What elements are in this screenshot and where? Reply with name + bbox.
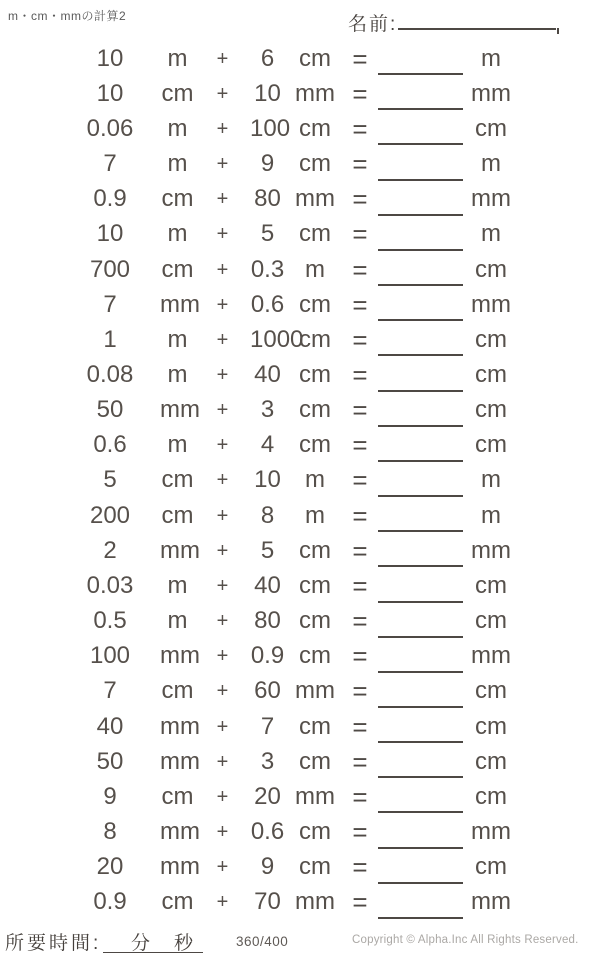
addend1-value: 40 [96, 712, 124, 740]
plus-sign: + [216, 363, 229, 386]
addend1-value: 0.9 [93, 185, 127, 213]
addend1-unit: m [167, 325, 188, 353]
answer-blank-cell [375, 568, 467, 603]
addend2-unit: cm [299, 325, 331, 353]
addend2-value: 10 [254, 466, 281, 494]
problem-row [0, 498, 515, 533]
addend1-value: 0.6 [93, 431, 127, 459]
answer-input-line[interactable] [378, 741, 463, 743]
plus-sign: + [216, 750, 229, 773]
addend1-unit: m [167, 220, 188, 248]
addend1-unit: mm [160, 712, 200, 740]
problem-row [0, 357, 515, 392]
addend1-unit: cm [161, 185, 194, 213]
answer-blank-cell [375, 533, 467, 568]
addend2-unit: mm [295, 782, 335, 810]
answer-input-line[interactable] [378, 530, 463, 532]
answer-blank-cell [375, 885, 467, 920]
addend1-unit: m [167, 607, 188, 635]
answer-unit: cm [475, 325, 507, 353]
answer-unit: cm [475, 431, 507, 459]
problem-row [0, 814, 515, 849]
addend1-value: 2 [103, 536, 117, 564]
addend2-value: 6 [260, 44, 275, 72]
addend1-value: 0.03 [86, 571, 134, 599]
equals-sign: = [352, 149, 368, 180]
plus-sign: + [216, 258, 229, 281]
answer-input-line[interactable] [378, 390, 463, 392]
plus-sign: + [216, 539, 229, 562]
problem-row [0, 463, 515, 498]
answer-unit: cm [475, 747, 507, 775]
plus-sign: + [216, 153, 229, 176]
addend2-value: 4 [260, 431, 275, 459]
answer-unit: m [481, 44, 501, 72]
answer-blank-cell [375, 463, 467, 498]
answer-input-line[interactable] [378, 460, 463, 462]
addend1-value: 0.5 [93, 607, 127, 635]
plus-sign: + [216, 82, 229, 105]
answer-unit: m [481, 466, 501, 494]
problem-row [0, 744, 515, 779]
addend2-value: 8 [260, 501, 275, 529]
time-input-line[interactable] [103, 925, 203, 953]
plus-sign: + [216, 328, 229, 351]
addend2-unit: cm [299, 642, 331, 670]
addend2-unit: cm [299, 290, 331, 318]
problem-row [0, 182, 515, 217]
addend2-value: 80 [254, 185, 281, 213]
answer-unit: cm [475, 114, 507, 142]
equals-sign: = [352, 395, 368, 426]
answer-blank-cell [375, 146, 467, 181]
answer-unit: mm [471, 818, 511, 846]
addend2-unit: cm [299, 607, 331, 635]
addend2-unit: cm [299, 536, 331, 564]
equals-sign: = [352, 781, 368, 812]
copyright-notice: Copyright © Alpha.Inc All Rights Reserved. [352, 934, 579, 946]
minutes-label: 分 [131, 933, 151, 954]
answer-unit: cm [475, 255, 507, 283]
answer-blank-cell [375, 604, 467, 639]
addend2-unit: cm [299, 360, 331, 388]
addend2-unit: mm [295, 888, 335, 916]
answer-input-line[interactable] [378, 73, 463, 75]
answer-input-line[interactable] [378, 706, 463, 708]
addend2-unit: cm [299, 220, 331, 248]
answer-blank-cell [375, 498, 467, 533]
addend1-unit: cm [161, 466, 194, 494]
equals-sign: = [352, 43, 368, 74]
answer-unit: cm [475, 712, 507, 740]
answer-input-line[interactable] [378, 143, 463, 145]
plus-sign: + [216, 715, 229, 738]
problem-row [0, 217, 515, 252]
addend1-unit: mm [160, 396, 200, 424]
addend2-unit: cm [299, 150, 331, 178]
problem-row [0, 568, 515, 603]
plus-sign: + [216, 504, 229, 527]
answer-input-line[interactable] [378, 811, 463, 813]
answer-blank-cell [375, 357, 467, 392]
answer-blank-cell [375, 182, 467, 217]
addend1-value: 5 [103, 466, 117, 494]
answer-unit: cm [475, 677, 507, 705]
addend1-value: 50 [96, 747, 124, 775]
plus-sign: + [216, 223, 229, 246]
equals-sign: = [352, 219, 368, 250]
answer-input-line[interactable] [378, 601, 463, 603]
addend1-unit: cm [161, 677, 194, 705]
equals-sign: = [352, 78, 368, 109]
problem-row [0, 709, 515, 744]
equals-sign: = [352, 852, 368, 883]
addend1-value: 7 [103, 677, 117, 705]
answer-input-line[interactable] [378, 847, 463, 849]
answer-blank-cell [375, 850, 467, 885]
answer-unit: cm [475, 360, 507, 388]
addend1-unit: mm [160, 818, 200, 846]
addend1-unit: m [167, 360, 188, 388]
answer-unit: mm [471, 79, 511, 107]
addend2-value: 40 [254, 571, 281, 599]
addend2-unit: cm [299, 431, 331, 459]
equals-sign: = [352, 676, 368, 707]
answer-input-line[interactable] [378, 636, 463, 638]
answer-input-line[interactable] [378, 108, 463, 110]
addend2-unit: cm [299, 571, 331, 599]
addend1-value: 7 [103, 150, 117, 178]
equals-sign: = [352, 184, 368, 215]
page-indicator: 360/400 [236, 934, 289, 949]
problem-row [0, 885, 515, 920]
problem-row [0, 779, 515, 814]
addend2-unit: cm [299, 853, 331, 881]
answer-blank-cell [375, 674, 467, 709]
addend1-unit: mm [160, 853, 200, 881]
addend1-value: 700 [89, 255, 131, 283]
addend1-unit: cm [161, 782, 194, 810]
problem-row [0, 533, 515, 568]
answer-unit: cm [475, 607, 507, 635]
equals-sign: = [352, 711, 368, 742]
answer-blank-cell [375, 814, 467, 849]
answer-blank-cell [375, 322, 467, 357]
name-input-line[interactable] [398, 8, 556, 30]
problem-row [0, 604, 515, 639]
problem-row [0, 111, 515, 146]
answer-blank-cell [375, 111, 467, 146]
addend2-unit: cm [299, 114, 331, 142]
answer-unit: mm [471, 642, 511, 670]
addend2-unit: cm [299, 712, 331, 740]
answer-input-line[interactable] [378, 249, 463, 251]
equals-sign: = [352, 606, 368, 637]
answer-blank-cell [375, 217, 467, 252]
plus-sign: + [216, 856, 229, 879]
addend2-unit: mm [295, 185, 335, 213]
answer-unit: cm [475, 396, 507, 424]
equals-sign: = [352, 430, 368, 461]
problem-row [0, 76, 515, 111]
plus-sign: + [216, 188, 229, 211]
plus-sign: + [216, 610, 229, 633]
problem-row [0, 428, 515, 463]
equals-sign: = [352, 254, 368, 285]
addend2-value: 80 [254, 607, 281, 635]
problem-row [0, 41, 515, 76]
addend1-unit: cm [161, 888, 194, 916]
addend2-value: 20 [254, 782, 281, 810]
addend1-unit: m [167, 44, 188, 72]
addend1-unit: cm [161, 501, 194, 529]
worksheet-title: m・cm・mmの計算2 [8, 9, 127, 23]
equals-sign: = [352, 113, 368, 144]
answer-unit: m [481, 220, 501, 248]
answer-unit: m [481, 501, 501, 529]
plus-sign: + [216, 434, 229, 457]
addend1-value: 8 [103, 818, 117, 846]
problem-row [0, 287, 515, 322]
name-line-end-tick [557, 28, 559, 34]
answer-blank-cell [375, 76, 467, 111]
addend1-value: 10 [96, 220, 124, 248]
answer-blank-cell [375, 709, 467, 744]
plus-sign: + [216, 891, 229, 914]
addend2-unit: m [305, 501, 325, 529]
addend1-value: 0.06 [86, 114, 134, 142]
answer-unit: cm [475, 571, 507, 599]
addend1-value: 200 [89, 501, 131, 529]
answer-input-line[interactable] [378, 882, 463, 884]
addend1-value: 10 [96, 44, 124, 72]
addend2-value: 5 [260, 536, 275, 564]
addend2-value: 3 [260, 396, 275, 424]
addend1-value: 7 [103, 290, 117, 318]
addend1-unit: cm [161, 79, 194, 107]
plus-sign: + [216, 680, 229, 703]
answer-unit: cm [475, 782, 507, 810]
seconds-label: 秒 [174, 933, 194, 954]
problem-row [0, 674, 515, 709]
problem-list [0, 41, 515, 920]
answer-input-line[interactable] [378, 425, 463, 427]
addend1-value: 50 [96, 396, 124, 424]
addend1-unit: cm [161, 255, 194, 283]
addend1-value: 1 [103, 325, 117, 353]
answer-unit: mm [471, 888, 511, 916]
addend2-value: 3 [260, 747, 275, 775]
addend1-value: 9 [103, 782, 117, 810]
answer-input-line[interactable] [378, 284, 463, 286]
answer-input-line[interactable] [378, 671, 463, 673]
plus-sign: + [216, 293, 229, 316]
problem-row [0, 393, 515, 428]
addend2-value: 0.6 [250, 290, 285, 318]
name-label: 名前: [348, 14, 398, 35]
answer-unit: cm [475, 853, 507, 881]
answer-input-line[interactable] [378, 179, 463, 181]
equals-sign: = [352, 817, 368, 848]
problem-row [0, 322, 515, 357]
addend1-value: 20 [96, 853, 124, 881]
addend1-value: 10 [96, 79, 124, 107]
answer-blank-cell [375, 393, 467, 428]
addend2-unit: cm [299, 747, 331, 775]
answer-input-line[interactable] [378, 776, 463, 778]
equals-sign: = [352, 324, 368, 355]
answer-blank-cell [375, 639, 467, 674]
equals-sign: = [352, 289, 368, 320]
name-field [348, 8, 593, 34]
answer-blank-cell [375, 252, 467, 287]
addend1-value: 0.9 [93, 888, 127, 916]
addend2-value: 70 [254, 888, 281, 916]
equals-sign: = [352, 570, 368, 601]
problem-row [0, 639, 515, 674]
addend1-unit: mm [160, 290, 200, 318]
addend2-value: 9 [260, 853, 275, 881]
answer-blank-cell [375, 41, 467, 76]
answer-input-line[interactable] [378, 354, 463, 356]
answer-input-line[interactable] [378, 917, 463, 919]
answer-blank-cell [375, 779, 467, 814]
addend2-value: 0.6 [250, 818, 285, 846]
addend2-unit: cm [299, 44, 331, 72]
answer-unit: mm [471, 185, 511, 213]
addend1-unit: mm [160, 642, 200, 670]
equals-sign: = [352, 746, 368, 777]
answer-unit: m [481, 150, 501, 178]
addend1-unit: m [167, 571, 188, 599]
answer-unit: mm [471, 290, 511, 318]
plus-sign: + [216, 785, 229, 808]
plus-sign: + [216, 645, 229, 668]
addend2-value: 40 [254, 360, 281, 388]
addend1-unit: m [167, 431, 188, 459]
addend2-value: 60 [254, 677, 281, 705]
plus-sign: + [216, 47, 229, 70]
answer-blank-cell [375, 744, 467, 779]
plus-sign: + [216, 821, 229, 844]
addend2-value: 7 [260, 712, 275, 740]
addend1-unit: m [167, 150, 188, 178]
addend2-value: 0.3 [250, 255, 285, 283]
addend1-unit: m [167, 114, 188, 142]
answer-input-line[interactable] [378, 565, 463, 567]
addend2-unit: m [305, 466, 325, 494]
addend2-unit: mm [295, 677, 335, 705]
answer-blank-cell [375, 287, 467, 322]
addend2-unit: m [305, 255, 325, 283]
plus-sign: + [216, 117, 229, 140]
equals-sign: = [352, 887, 368, 918]
plus-sign: + [216, 399, 229, 422]
plus-sign: + [216, 469, 229, 492]
equals-sign: = [352, 465, 368, 496]
answer-input-line[interactable] [378, 495, 463, 497]
problem-row [0, 146, 515, 181]
addend2-value: 0.9 [250, 642, 285, 670]
equals-sign: = [352, 500, 368, 531]
addend2-value: 9 [260, 150, 275, 178]
addend1-value: 0.08 [86, 360, 134, 388]
addend2-value: 10 [254, 79, 281, 107]
equals-sign: = [352, 535, 368, 566]
addend2-value: 1000 [250, 325, 304, 353]
problem-row [0, 850, 515, 885]
addend2-unit: cm [299, 818, 331, 846]
addend2-value: 100 [250, 114, 291, 142]
footer [0, 925, 600, 957]
answer-blank-cell [375, 428, 467, 463]
equals-sign: = [352, 359, 368, 390]
addend2-value: 5 [260, 220, 275, 248]
equals-sign: = [352, 641, 368, 672]
time-required-label: 所要時間: [5, 933, 102, 954]
answer-input-line[interactable] [378, 319, 463, 321]
answer-input-line[interactable] [378, 214, 463, 216]
problem-row [0, 252, 515, 287]
addend1-unit: mm [160, 536, 200, 564]
addend1-value: 100 [89, 642, 131, 670]
addend2-unit: cm [299, 396, 331, 424]
addend2-unit: mm [295, 79, 335, 107]
addend1-unit: mm [160, 747, 200, 775]
plus-sign: + [216, 574, 229, 597]
answer-unit: mm [471, 536, 511, 564]
